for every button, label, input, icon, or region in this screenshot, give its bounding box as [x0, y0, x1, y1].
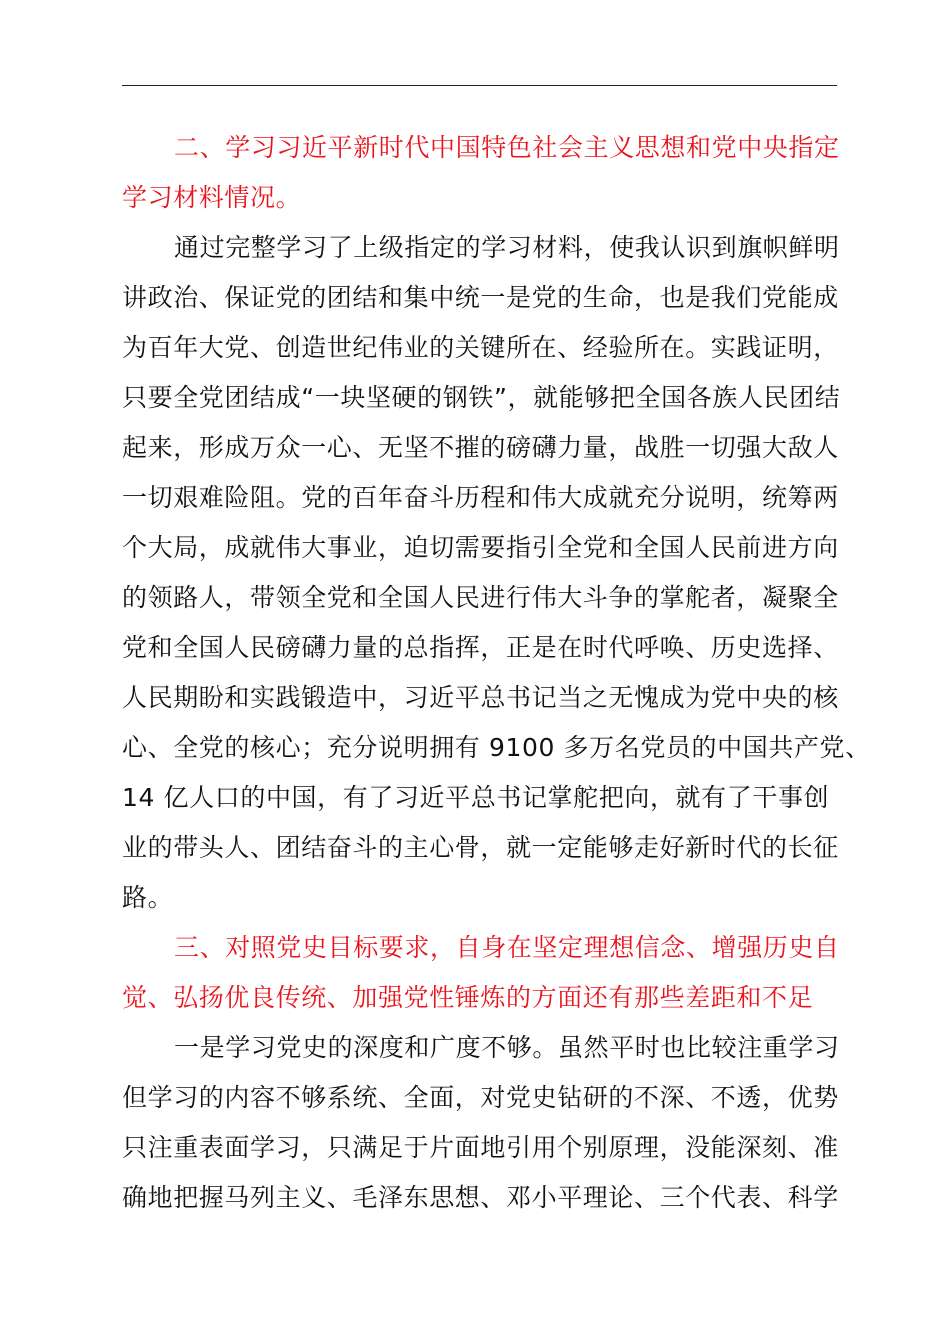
heading-2-line-1: 二、学习习近平新时代中国特色社会主义思想和党中央指定: [174, 133, 840, 162]
paragraph-1-line-13: 业的带头人、团结奋斗的主心骨，就一定能够走好新时代的长征: [122, 833, 839, 862]
paragraph-1-line-7: 个大局，成就伟大事业，迫切需要指引全党和全国人民前进方向: [122, 533, 839, 562]
paragraph-1-line-6: 一切艰难险阻。党的百年奋斗历程和伟大成就充分说明，统筹两: [122, 483, 839, 512]
paragraph-1-line-11: 心、全党的核心；充分说明拥有 9100 多万名党员的中国共产党、: [122, 733, 871, 762]
paragraph-1-line-1: 通过完整学习了上级指定的学习材料，使我认识到旗帜鲜明: [174, 233, 840, 262]
paragraph-1-line-2: 讲政治、保证党的团结和集中统一是党的生命，也是我们党能成: [122, 283, 839, 312]
paragraph-1-line-14: 路。: [122, 883, 174, 912]
heading-3-line-1: 三、对照党史目标要求，自身在坚定理想信念、增强历史自: [174, 933, 840, 962]
heading-3-line-2: 觉、弘扬优良传统、加强党性锤炼的方面还有那些差距和不足: [122, 983, 814, 1012]
paragraph-1-line-8: 的领路人，带领全党和全国人民进行伟大斗争的掌舵者，凝聚全: [122, 583, 839, 612]
paragraph-1-line-12: 14 亿人口的中国，有了习近平总书记掌舵把向，就有了干事创: [122, 783, 830, 812]
paragraph-1-line-4: 只要全党团结成“一块坚硬的钢铁”，就能够把全国各族人民团结: [122, 383, 841, 412]
paragraph-2-line-4: 确地把握马列主义、毛泽东思想、邓小平理论、三个代表、科学: [122, 1183, 839, 1212]
paragraph-1-line-3: 为百年大党、创造世纪伟业的关键所在、经验所在。实践证明，: [122, 333, 839, 362]
paragraph-1-line-9: 党和全国人民磅礴力量的总指挥，正是在时代呼唤、历史选择、: [122, 633, 839, 662]
paragraph-2-line-3: 只注重表面学习，只满足于片面地引用个别原理，没能深刻、准: [122, 1133, 839, 1162]
paragraph-2-line-1: 一是学习党史的深度和广度不够。虽然平时也比较注重学习: [174, 1033, 840, 1062]
header-rule: [122, 85, 837, 86]
paragraph-2-line-2: 但学习的内容不够系统、全面，对党史钻研的不深、不透，优势: [122, 1083, 839, 1112]
paragraph-1-line-10: 人民期盼和实践锻造中，习近平总书记当之无愧成为党中央的核: [122, 683, 839, 712]
heading-2-line-2: 学习材料情况。: [122, 183, 302, 212]
paragraph-1-line-5: 起来，形成万众一心、无坚不摧的磅礴力量，战胜一切强大敌人: [122, 433, 839, 462]
